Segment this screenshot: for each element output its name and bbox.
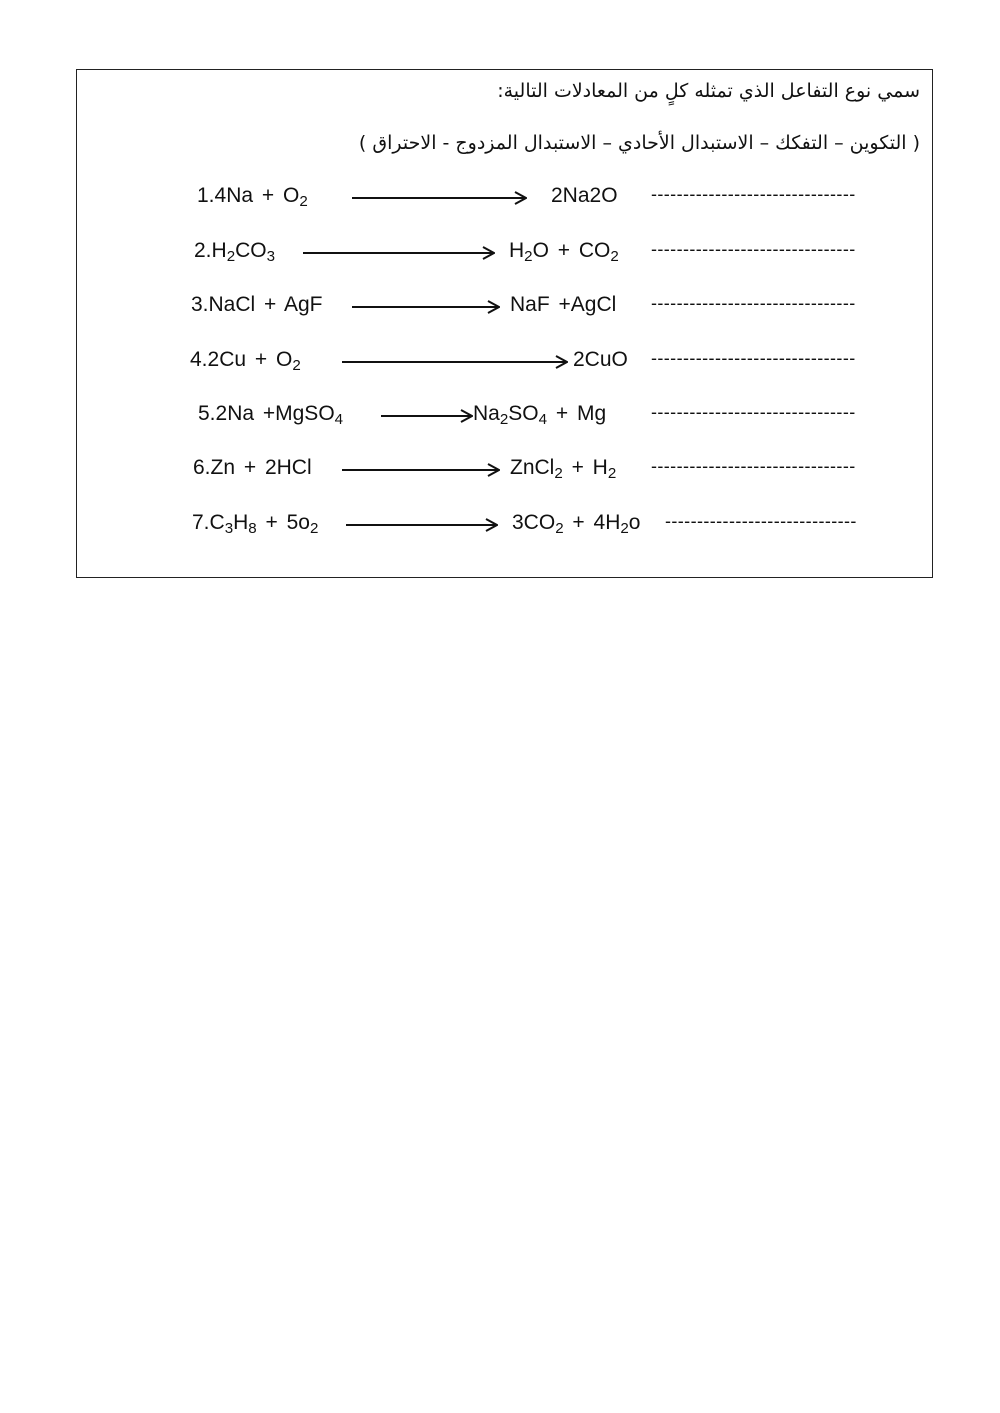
equation-number: 2.	[194, 239, 212, 262]
products	[510, 456, 616, 480]
formula-subscript: 4	[334, 410, 344, 428]
formula-subscript: 3	[266, 247, 275, 265]
formula-text: H	[211, 239, 227, 262]
reactants	[191, 293, 322, 317]
formula-text: H	[509, 239, 525, 262]
equation-number: 3.	[191, 293, 209, 316]
equation-number: 7.	[192, 511, 210, 534]
formula-subscript: 2	[499, 410, 509, 428]
reactants	[198, 402, 343, 426]
formula-text: Zn + 2HCl	[210, 456, 312, 479]
formula-text: ZnCl	[510, 456, 555, 479]
formula-subscript: 2	[226, 247, 236, 265]
formula-text: 4Na	[214, 184, 254, 207]
equation-number: 4.	[190, 348, 208, 371]
answer-blank[interactable]: --------------------------------	[651, 402, 856, 422]
formula-text: + O	[253, 184, 300, 207]
equation-row	[77, 398, 932, 438]
formula-text: O + CO	[532, 239, 611, 262]
formula-subscript: 2	[620, 519, 629, 537]
formula-subscript: 2	[607, 464, 617, 482]
formula-text: 3CO	[512, 511, 556, 534]
formula-subscript: 2	[555, 519, 564, 537]
formula-text: + 4H	[563, 511, 621, 534]
formula-text: o	[628, 511, 641, 534]
formula-text: 2Na2O	[551, 184, 618, 207]
answer-blank[interactable]: --------------------------------	[651, 348, 856, 368]
equation-number: 5.	[198, 402, 216, 425]
reactants	[190, 348, 301, 372]
formula-text: SO	[508, 402, 539, 425]
formula-text: NaCl + AgF	[208, 293, 323, 316]
reaction-types-list: ( التكوين – التفكك – الاستبدال الأحادي – الاستبدال المزدوج - الاحتراق )	[358, 132, 920, 154]
products	[473, 402, 606, 426]
answer-blank[interactable]: --------------------------------	[651, 184, 856, 204]
reactants	[197, 184, 308, 208]
worksheet-box	[76, 69, 933, 578]
reaction-arrow-icon	[342, 354, 568, 370]
reactants	[194, 239, 275, 263]
equation-row	[77, 289, 932, 329]
formula-text: H	[233, 511, 249, 534]
reaction-arrow-icon	[352, 299, 500, 315]
formula-subscript: 2	[292, 356, 301, 374]
products	[510, 293, 616, 317]
products	[573, 348, 628, 372]
equation-row	[77, 452, 932, 492]
formula-subscript: 8	[248, 519, 257, 537]
answer-blank[interactable]: ------------------------------	[665, 511, 857, 531]
answer-blank[interactable]: --------------------------------	[651, 456, 856, 476]
formula-text: 2Na +MgSO	[215, 402, 335, 425]
formula-subscript: 4	[538, 410, 548, 428]
products	[551, 184, 618, 208]
formula-text: 2Cu + O	[207, 348, 293, 371]
formula-subscript: 2	[299, 192, 308, 210]
formula-text: + H	[562, 456, 608, 479]
formula-text: 2CuO	[573, 348, 628, 371]
formula-subscript: 2	[309, 519, 319, 537]
products	[509, 239, 619, 263]
formula-text: Na	[473, 402, 500, 425]
equation-row	[77, 344, 932, 384]
reaction-arrow-icon	[303, 245, 495, 261]
equation-row	[77, 180, 932, 220]
reactants	[193, 456, 312, 480]
formula-text: NaF +AgCl	[510, 293, 617, 316]
reaction-arrow-icon	[352, 190, 527, 206]
formula-subscript: 3	[224, 519, 234, 537]
answer-blank[interactable]: --------------------------------	[651, 239, 856, 259]
formula-subscript: 2	[554, 464, 563, 482]
equation-number: 1.	[197, 184, 215, 207]
products	[512, 511, 640, 535]
equation-row	[77, 507, 932, 547]
formula-subscript: 2	[610, 247, 619, 265]
formula-text: CO	[235, 239, 267, 262]
reaction-arrow-icon	[381, 408, 473, 424]
formula-text: + 5o	[256, 511, 310, 534]
answer-blank[interactable]: --------------------------------	[651, 293, 856, 313]
formula-subscript: 2	[524, 247, 533, 265]
instruction-text: سمي نوع التفاعل الذي تمثله كلٍ من المعادلات التالية:	[497, 80, 920, 102]
reaction-arrow-icon	[342, 462, 500, 478]
formula-text: C	[209, 511, 225, 534]
reaction-arrow-icon	[346, 517, 498, 533]
equation-row	[77, 235, 932, 275]
reactants	[192, 511, 318, 535]
formula-text: + Mg	[547, 402, 607, 425]
equation-number: 6.	[193, 456, 211, 479]
